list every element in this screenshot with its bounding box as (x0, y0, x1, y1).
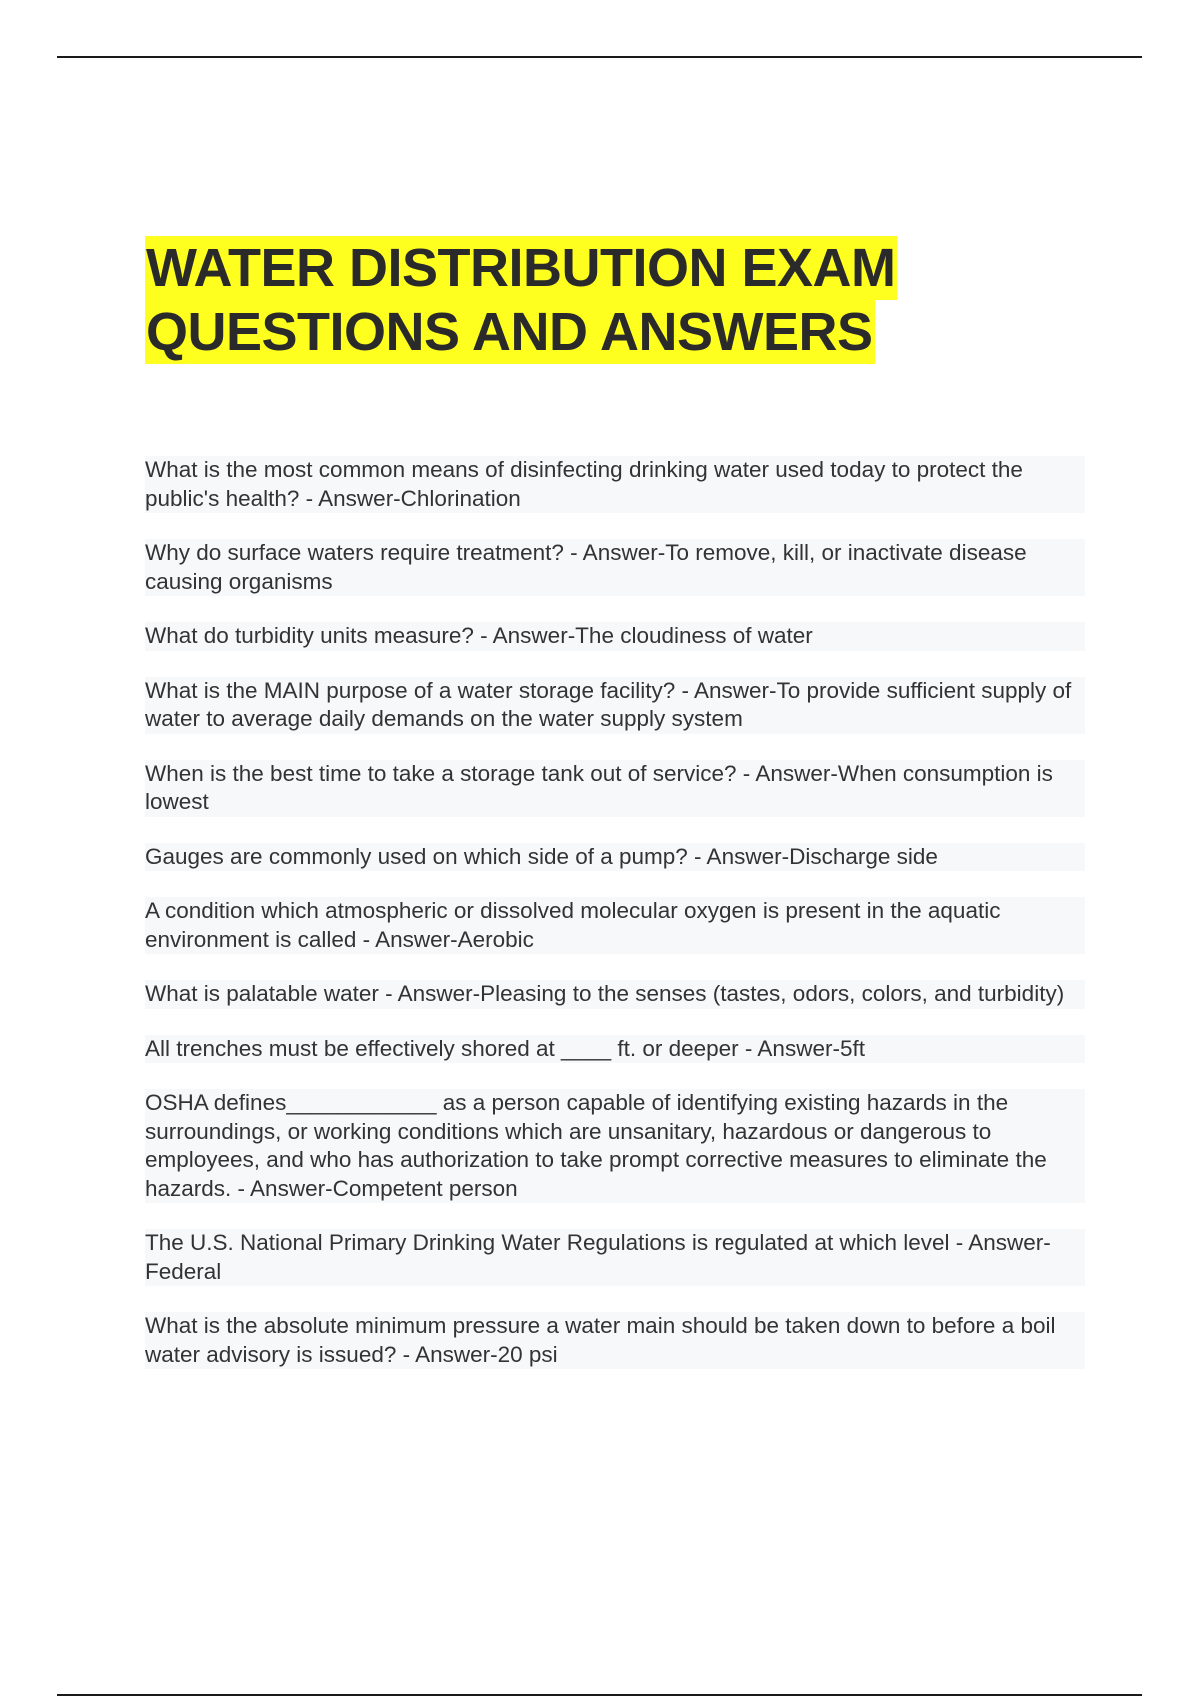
top-rule (57, 56, 1142, 58)
qa-item: Gauges are commonly used on which side of a pump? - Answer-Discharge side (145, 843, 1085, 872)
qa-list (145, 456, 1085, 1395)
qa-item: OSHA defines____________ as a person capable of identifying existing hazards in the surroundings, or working conditions which are unsanitary, hazardous or dangerous to employees, and who has authorization to take prompt corrective measures to eliminate the hazards. - Answer-Competent person (145, 1089, 1085, 1203)
qa-item: All trenches must be effectively shored at ____ ft. or deeper - Answer-5ft (145, 1035, 1085, 1064)
qa-item: What is palatable water - Answer-Pleasing to the senses (tastes, odors, colors, and turbidity) (145, 980, 1085, 1009)
title-line-2: QUESTIONS AND ANSWERS (146, 302, 873, 362)
qa-item: The U.S. National Primary Drinking Water Regulations is regulated at which level - Answer-Federal (145, 1229, 1085, 1286)
qa-item: When is the best time to take a storage tank out of service? - Answer-When consumption is lowest (145, 760, 1085, 817)
qa-item: What do turbidity units measure? - Answer-The cloudiness of water (145, 622, 1085, 651)
bottom-rule (57, 1694, 1142, 1696)
qa-item: What is the absolute minimum pressure a water main should be taken down to before a boil water advisory is issued? - Answer-20 psi (145, 1312, 1085, 1369)
title-line-1: WATER DISTRIBUTION EXAM (146, 238, 896, 298)
qa-item: A condition which atmospheric or dissolved molecular oxygen is present in the aquatic environment is called - Answer-Aerobic (145, 897, 1085, 954)
qa-item: Why do surface waters require treatment? - Answer-To remove, kill, or inactivate disease causing organisms (145, 539, 1085, 596)
qa-item: What is the most common means of disinfecting drinking water used today to protect the public's health? - Answer-Chlorination (145, 456, 1085, 513)
page-title (145, 236, 1145, 364)
qa-item: What is the MAIN purpose of a water storage facility? - Answer-To provide sufficient supply of water to average daily demands on the water supply system (145, 677, 1085, 734)
